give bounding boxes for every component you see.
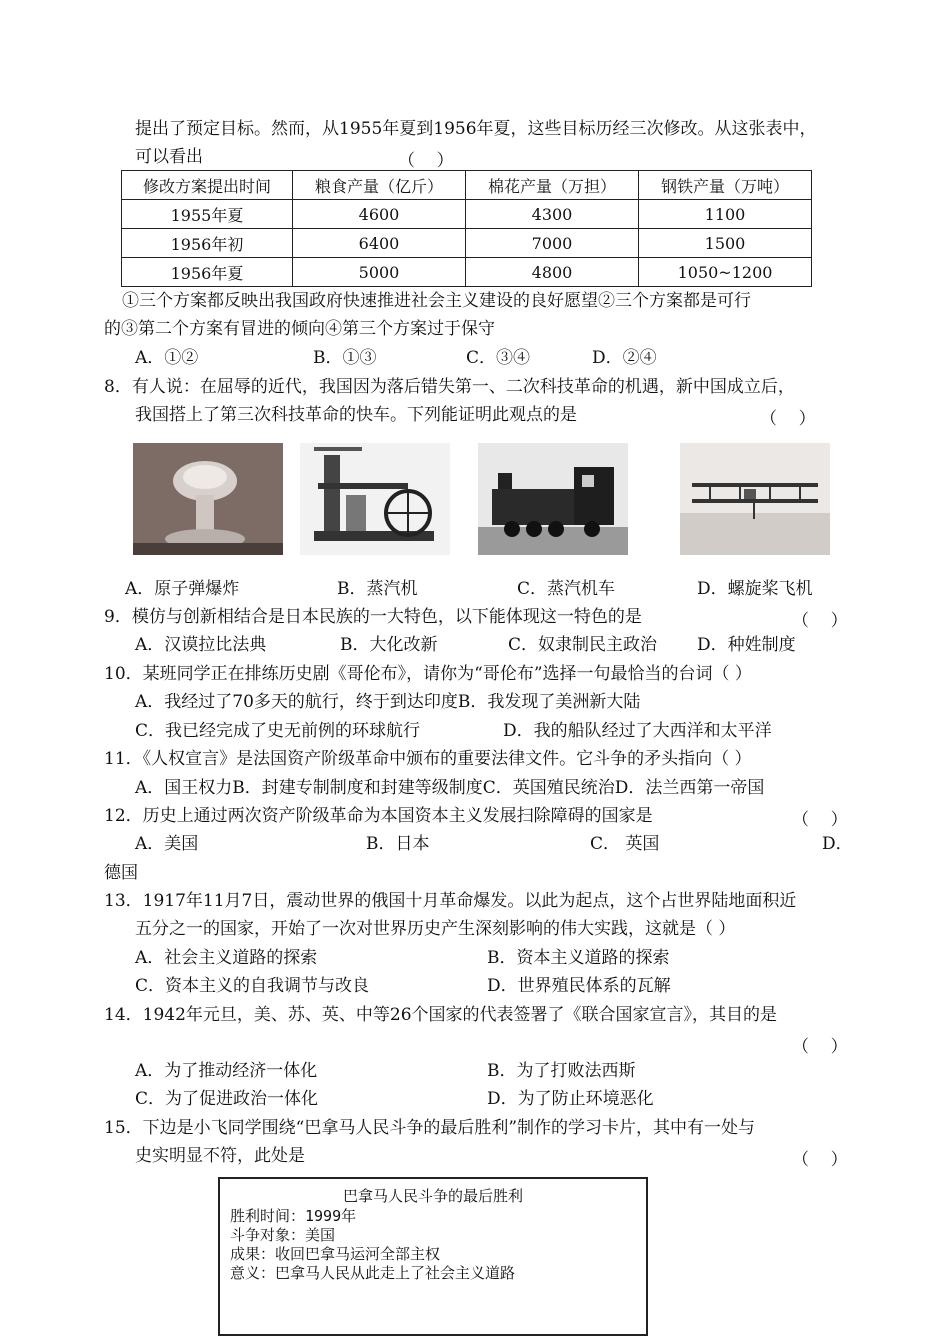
table-cell: 4600 bbox=[293, 200, 466, 229]
answer-bracket: （ ） bbox=[792, 1150, 848, 1170]
q8-option-a: A．原子弹爆炸 bbox=[125, 579, 240, 599]
q14-option-a: A．为了推动经济一体化 bbox=[135, 1061, 318, 1081]
study-card-line: 斗争对象：美国 bbox=[230, 1226, 336, 1244]
q7-statement-1: ①三个方案都反映出我国政府快速推进社会主义建设的良好愿望②三个方案都是可行 bbox=[122, 291, 751, 311]
intro-line-1: 提出了预定目标。然而，从1955年夏到1956年夏，这些目标历经三次修改。从这张表中， bbox=[135, 119, 817, 139]
q12-option-d: D． bbox=[822, 834, 853, 854]
q9-option-c: C．奴隶制民主政治 bbox=[508, 635, 658, 655]
q14-option-b: B．为了打败法西斯 bbox=[487, 1061, 636, 1081]
study-card-line: 意义：巴拿马人民从此走上了社会主义道路 bbox=[230, 1264, 516, 1282]
intro-line-2: 可以看出 bbox=[135, 147, 203, 167]
propeller-airplane-photo bbox=[680, 443, 830, 555]
q7-option-a: A．①② bbox=[135, 348, 199, 368]
q12-stem: 12．历史上通过两次资产阶级革命为本国资本主义发展扫除障碍的国家是 bbox=[104, 806, 653, 826]
q8-option-b: B．蒸汽机 bbox=[337, 579, 418, 599]
study-card-line: 成果：收回巴拿马运河全部主权 bbox=[230, 1245, 441, 1263]
q14-stem: 14．1942年元旦，美、苏、英、中等26个国家的代表签署了《联合国家宣言》，其目的是 bbox=[104, 1005, 778, 1025]
q12-option-d-text: 德国 bbox=[104, 863, 138, 883]
study-card-title: 巴拿马人民斗争的最后胜利 bbox=[342, 1187, 523, 1205]
table-header-cell: 钢铁产量（万吨） bbox=[639, 171, 812, 200]
q9-stem: 9．模仿与创新相结合是日本民族的一大特色，以下能体现这一特色的是 bbox=[104, 607, 642, 627]
q12-option-a: A．美国 bbox=[135, 834, 199, 854]
table-row bbox=[122, 200, 812, 229]
q14-option-c: C．为了促进政治一体化 bbox=[135, 1089, 319, 1109]
table-header-cell: 修改方案提出时间 bbox=[122, 171, 293, 200]
q10-option-d: D．我的船队经过了大西洋和太平洋 bbox=[503, 721, 772, 741]
table-cell: 1050~1200 bbox=[639, 258, 812, 287]
table-row bbox=[122, 258, 812, 287]
table-cell: 1100 bbox=[639, 200, 812, 229]
table-cell: 6400 bbox=[293, 229, 466, 258]
answer-bracket: （ ） bbox=[792, 1037, 848, 1057]
table-cell: 5000 bbox=[293, 258, 466, 287]
study-card bbox=[218, 1177, 648, 1336]
table-cell: 4800 bbox=[466, 258, 639, 287]
table-cell: 1955年夏 bbox=[122, 200, 293, 229]
production-table bbox=[121, 170, 812, 287]
q8-option-d: D．螺旋桨飞机 bbox=[697, 579, 813, 599]
q7-statement-2: 的③第二个方案有冒进的倾向④第三个方案过于保守 bbox=[104, 319, 495, 339]
q13-option-a: A．社会主义道路的探索 bbox=[135, 948, 318, 968]
table-header-cell: 粮食产量（亿斤） bbox=[293, 171, 466, 200]
answer-bracket: （ ） bbox=[792, 611, 848, 631]
q8-option-c: C．蒸汽机车 bbox=[517, 579, 616, 599]
q13-option-d: D．世界殖民体系的瓦解 bbox=[487, 976, 671, 996]
q7-option-b: B．①③ bbox=[313, 348, 377, 368]
table-header-row bbox=[122, 171, 812, 200]
q10-option-c: C．我已经完成了史无前例的环球航行 bbox=[135, 721, 421, 741]
q8-stem-1: 8．有人说：在屈辱的近代，我国因为落后错失第一、二次科技革命的机遇，新中国成立后， bbox=[104, 377, 795, 397]
answer-bracket: （ ） bbox=[398, 151, 454, 171]
q13-option-b: B．资本主义道路的探索 bbox=[487, 948, 670, 968]
q11-stem: 11．《人权宣言》是法国资产阶级革命中颁布的重要法律文件。它斗争的矛头指向（ ） bbox=[104, 749, 752, 769]
q9-option-a: A．汉谟拉比法典 bbox=[135, 635, 267, 655]
q15-stem-1: 15．下边是小飞同学围绕“巴拿马人民斗争的最后胜利”制作的学习卡片，其中有一处与 bbox=[104, 1118, 756, 1138]
table-cell: 1956年夏 bbox=[122, 258, 293, 287]
q13-stem-2: 五分之一的国家，开始了一次对世界历史产生深刻影响的伟大实践，这就是（ ） bbox=[135, 919, 736, 939]
q8-stem-2: 我国搭上了第三次科技革命的快车。下列能证明此观点的是 bbox=[135, 405, 577, 425]
steam-engine-photo bbox=[300, 443, 450, 555]
study-card-line: 胜利时间：1999年 bbox=[230, 1207, 357, 1225]
q11-options: A．国王权力B．封建专制制度和封建等级制度C．英国殖民统治D．法兰西第一帝国 bbox=[135, 778, 765, 798]
q13-stem-1: 13．1917年11月7日，震动世界的俄国十月革命爆发。以此为起点，这个占世界陆地面积近 bbox=[104, 891, 797, 911]
table-cell: 4300 bbox=[466, 200, 639, 229]
answer-bracket: （ ） bbox=[792, 810, 848, 830]
q7-option-c: C．③④ bbox=[466, 348, 531, 368]
atomic-bomb-photo bbox=[133, 443, 283, 555]
table-cell: 1500 bbox=[639, 229, 812, 258]
table-cell: 7000 bbox=[466, 229, 639, 258]
q10-option-ab: A．我经过了70多天的航行，终于到达印度B．我发现了美洲新大陆 bbox=[135, 692, 641, 712]
q15-stem-2: 史实明显不符，此处是 bbox=[135, 1146, 305, 1166]
q9-option-d: D．种姓制度 bbox=[697, 635, 796, 655]
table-row bbox=[122, 229, 812, 258]
answer-bracket: （ ） bbox=[760, 409, 816, 429]
q12-option-c: C． 英国 bbox=[590, 834, 660, 854]
q14-option-d: D．为了防止环境恶化 bbox=[487, 1089, 654, 1109]
q12-option-b: B．日本 bbox=[366, 834, 430, 854]
q9-option-b: B．大化改新 bbox=[340, 635, 438, 655]
table-cell: 1956年初 bbox=[122, 229, 293, 258]
q13-option-c: C．资本主义的自我调节与改良 bbox=[135, 976, 370, 996]
q7-option-d: D．②④ bbox=[592, 348, 657, 368]
steam-locomotive-photo bbox=[478, 443, 628, 555]
q10-stem: 10．某班同学正在排练历史剧《哥伦布》，请你为“哥伦布”选择一句最恰当的台词（ ） bbox=[104, 664, 752, 684]
table-header-cell: 棉花产量（万担） bbox=[466, 171, 639, 200]
